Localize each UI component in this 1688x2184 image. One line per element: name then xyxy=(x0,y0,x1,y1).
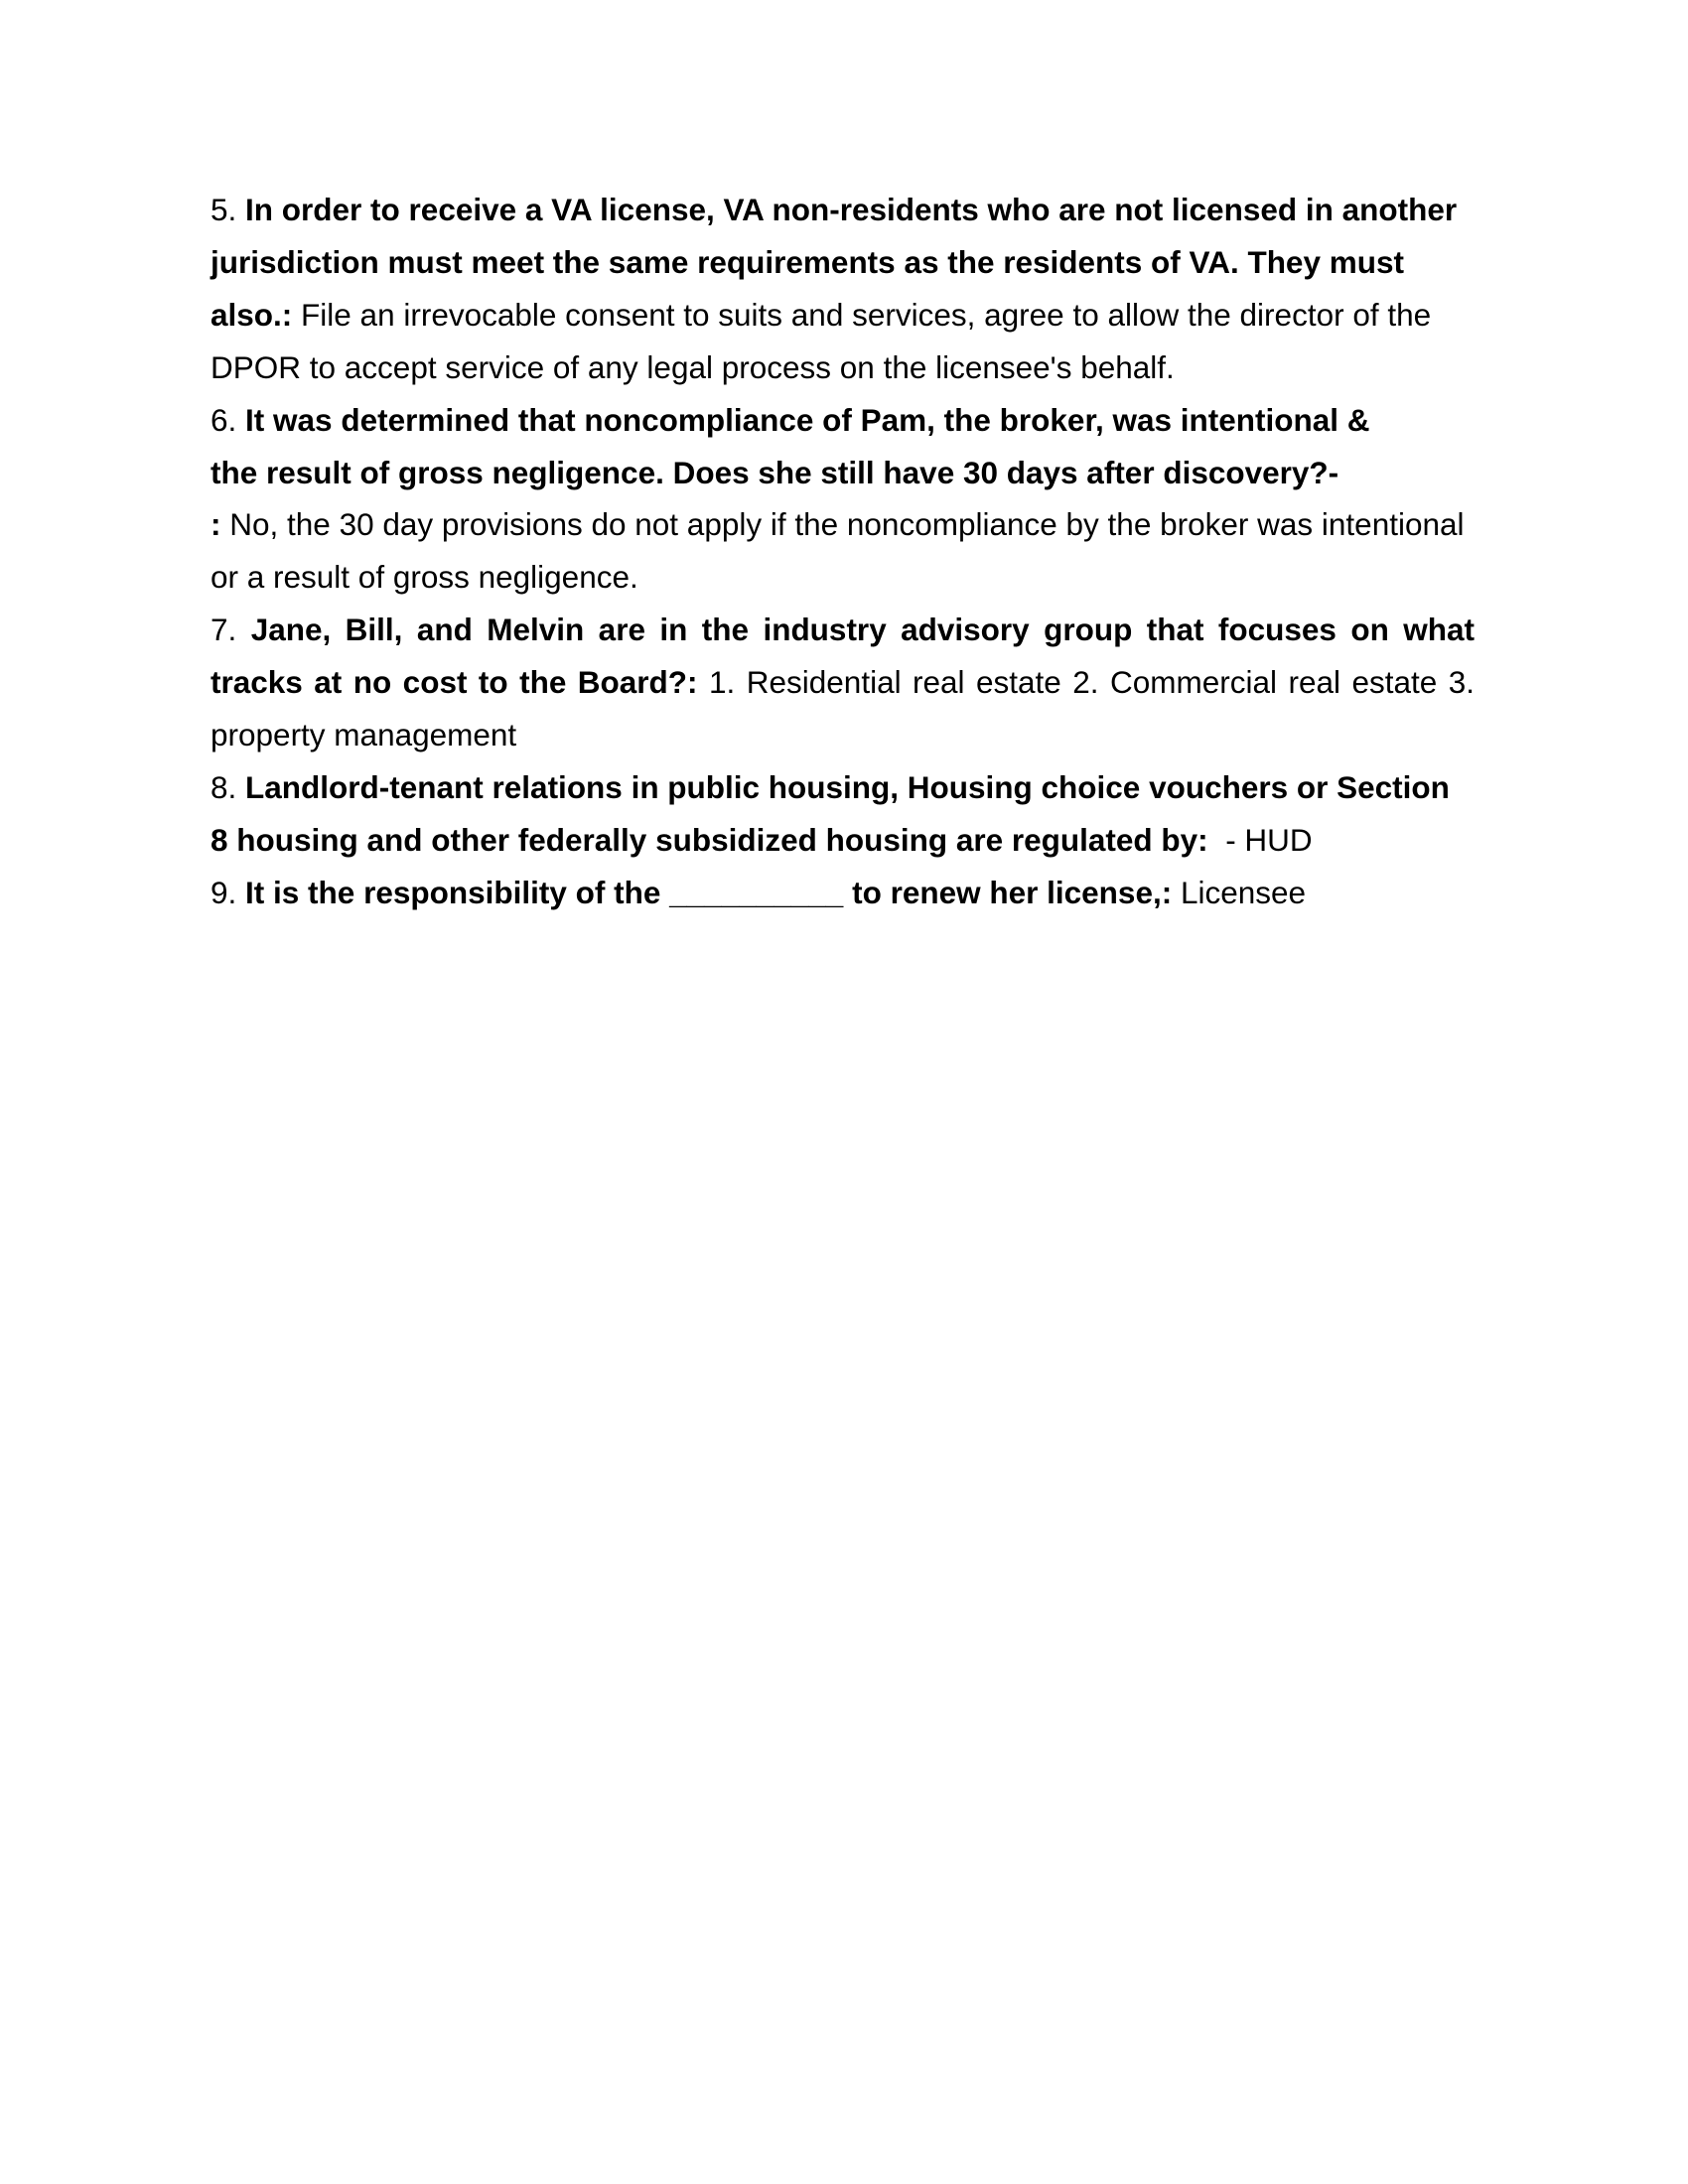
qa-item-6-question-line-2 xyxy=(211,447,1475,499)
qa-item-6 xyxy=(211,394,1475,605)
qa-item-9-question-part-1: It is the responsibility of the xyxy=(245,874,661,910)
qa-item-8 xyxy=(211,761,1475,867)
qa-item-7-question: Jane, Bill, and Melvin are in the industry advisory group that focuses on what tracks at no cost to the Board?: xyxy=(211,612,1475,701)
qa-item-7-number: 7. xyxy=(211,612,237,648)
qa-item-6-number: 6. xyxy=(211,401,237,438)
qa-item-9-blank: __________ xyxy=(669,874,844,910)
qa-item-8-number: 8. xyxy=(211,768,237,805)
qa-item-6-answer: No, the 30 day provisions do not apply if the noncompliance by the broker was intentional or a result of gross negligence. xyxy=(211,506,1465,596)
qa-item-9 xyxy=(211,867,1475,919)
qa-item-7-text xyxy=(211,604,1475,761)
qa-item-7 xyxy=(211,604,1475,761)
qa-item-9-answer: Licensee xyxy=(1180,874,1307,910)
qa-item-8-answer: - HUD xyxy=(1225,821,1313,858)
qa-item-8-question: Landlord-tenant relations in public housing, Housing choice vouchers or Section 8 housing and other federally subsidized housing are regulated by: xyxy=(211,768,1450,858)
qa-item-6-answer-line xyxy=(211,498,1475,604)
qa-item-6-question-continued: the result of gross negligence. Does she still have 30 days after discovery?- xyxy=(211,454,1339,490)
qa-item-5-answer: File an irrevocable consent to suits and services, agree to allow the director of the DPOR to accept service of any legal process on the licensee's behalf. xyxy=(211,296,1432,385)
qa-item-5 xyxy=(211,184,1475,394)
qa-item-6-question-line-1 xyxy=(211,394,1475,447)
qa-item-5-text xyxy=(211,184,1475,394)
qa-item-9-question-part-2: to renew her license,: xyxy=(852,874,1173,910)
qa-item-5-number: 5. xyxy=(211,192,237,227)
qa-item-6-answer-prefix: : xyxy=(211,506,221,543)
qa-item-9-text xyxy=(211,867,1475,919)
qa-item-8-text xyxy=(211,761,1475,867)
qa-item-6-question: It was determined that noncompliance of Pam, the broker, was intentional & xyxy=(245,401,1370,438)
qa-item-9-number: 9. xyxy=(211,874,237,910)
qa-item-7-answer: 1. Residential real estate 2. Commercial real estate 3. property management xyxy=(211,664,1475,753)
document-body xyxy=(211,184,1475,919)
qa-item-5-question: In order to receive a VA license, VA non-residents who are not licensed in another jurisdiction must meet the same requirements as the residents of VA. They must also.: xyxy=(211,192,1458,333)
